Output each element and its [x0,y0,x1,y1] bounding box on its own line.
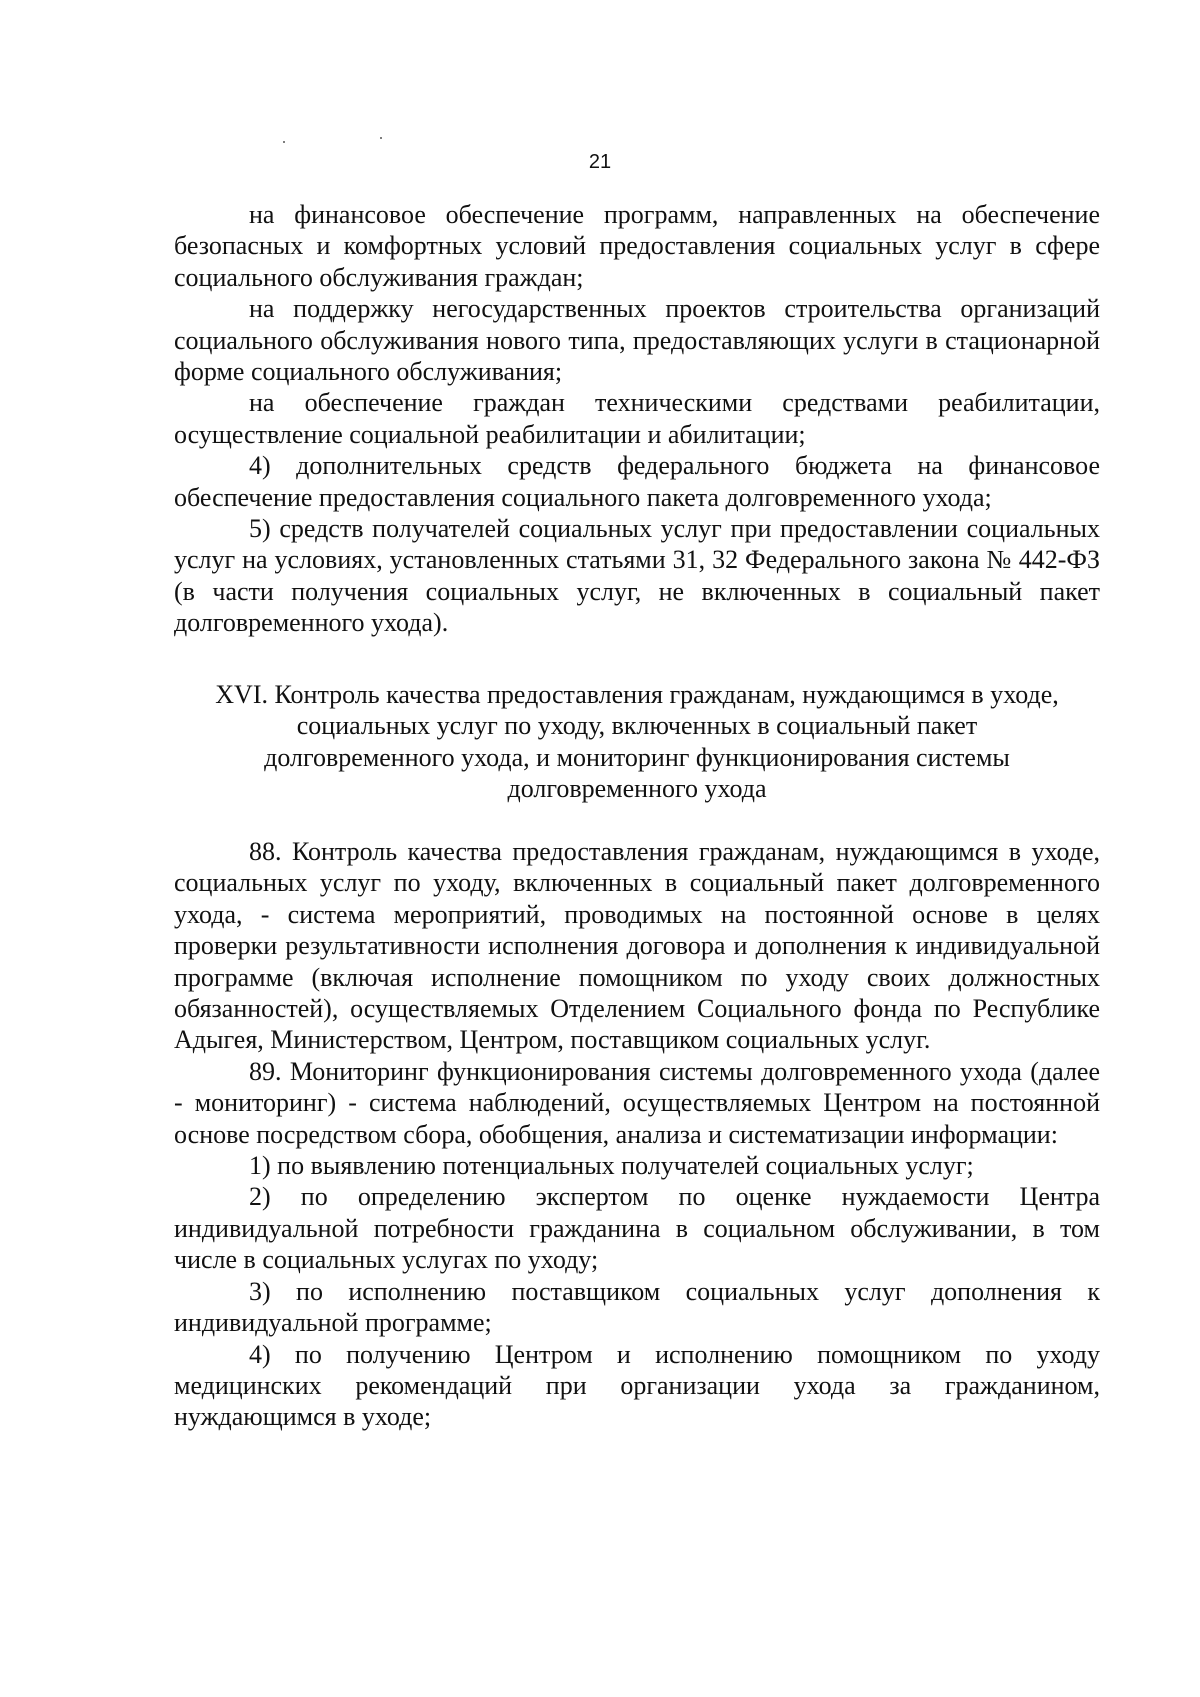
heading-line: социальных услуг по уходу, включенных в социальный пакет [296,711,978,741]
paragraph-item-4-federal-budget: 4) дополнительных средств федерального бюджета на финансовое обеспечение предоставления социального пакета долговременного ухода; [174,451,1100,512]
body-text-top [174,199,1100,639]
heading-line: XVI. Контроль качества предоставления гражданам, нуждающимся в уходе, [215,680,1059,709]
paragraph-funding-programs: на финансовое обеспечение программ, направленных на обеспечение безопасных и комфортных условий предоставления социальных услуг в сфере социального обслуживания граждан; [174,200,1100,292]
scan-speck [380,137,382,139]
scan-speck [283,141,285,143]
paragraph-item-5-recipients-funds: 5) средств получателей социальных услуг при предоставлении социальных услуг на условиях, установленных статьями 31, 32 Федерального закона № 442-ФЗ (в части получения социальных услуг, не включенных в социальный пакет долговременного ухода). [174,514,1100,638]
paragraph-89-monitoring: 89. Мониторинг функционирования системы долговременного ухода (далее - мониторинг) - система наблюдений, осуществляемых Центром на постоянной основе посредством сбора, обобщения, анализа и систематизации информации: [174,1056,1100,1149]
heading-line: долговременного ухода [507,774,767,804]
paragraph-monitoring-item-2: 2) по определению экспертом по оценке нуждаемости Центра индивидуальной потребности гражданина в социальном обслуживании, в том числе в социальных услугах по уходу; [174,1182,1100,1275]
paragraph-monitoring-item-4: 4) по получению Центром и исполнению помощником по уходу медицинских рекомендаций при организации ухода за гражданином, нуждающимся в уходе; [174,1339,1100,1432]
paragraph-monitoring-item-1: 1) по выявлению потенциальных получателей социальных услуг; [249,1151,974,1181]
paragraph-monitoring-item-3: 3) по исполнению поставщиком социальных услуг дополнения к индивидуальной программе; [174,1276,1100,1338]
paragraph-88-quality-control: 88. Контроль качества предоставления гражданам, нуждающимся в уходе, социальных услуг по уходу, включенных в социальный пакет долговременного ухода, - система мероприятий, проводимых на постоянной основе в целях проверки результативности исполнения договора и дополнения к индивидуальной программе (включая исполнение помощником по уходу своих должностных обязанностей), осуществляемых Отделением Социального фонда по Республике Адыгея, Министерством, Центром, поставщиком социальных услуг. [174,837,1100,1055]
section-heading-xvi [174,679,1100,805]
body-text-bottom [174,836,1100,1433]
page-number: 21 [588,151,612,173]
heading-line: долговременного ухода, и мониторинг функционирования системы [264,742,1010,772]
paragraph-rehabilitation-means: на обеспечение граждан техническими средствами реабилитации, осуществление социальной реабилитации и абилитации; [174,388,1100,449]
paragraph-non-state-projects: на поддержку негосударственных проектов строительства организаций социального обслуживания нового типа, предоставляющих услуги в стационарной форме социального обслуживания; [174,294,1100,387]
